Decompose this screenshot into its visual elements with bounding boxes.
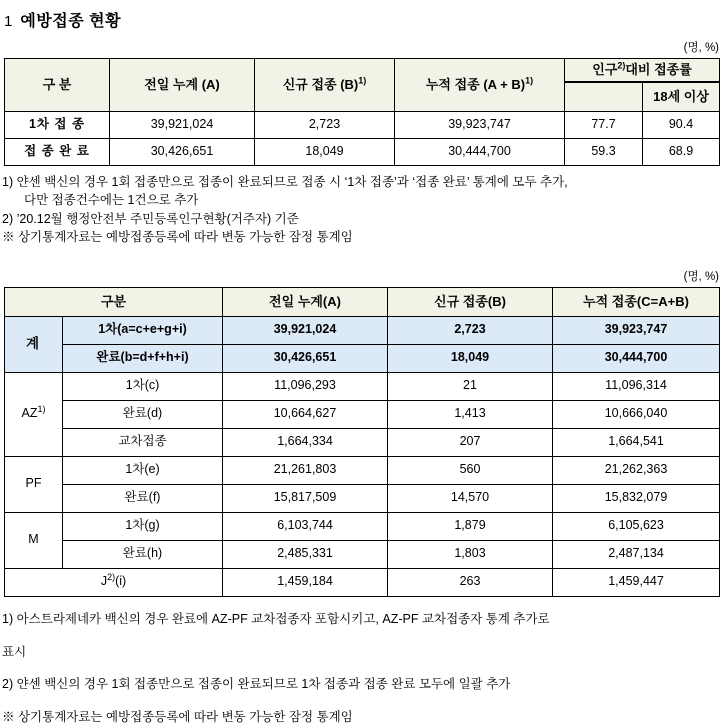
- cell-new-doses: 207: [388, 428, 553, 456]
- note-line: 2) 얀센 백신의 경우 1회 접종만으로 접종이 완료되므로 1차 접종과 접종 완료 모두에 일괄 추가: [2, 677, 511, 692]
- group-label-j-text: J: [100, 574, 108, 589]
- header-rate-adult: 18세 이상: [643, 83, 720, 112]
- cell-prev-cumulative: 2,485,331: [223, 540, 388, 568]
- table-row: [5, 316, 720, 344]
- cell-cumulative: 6,105,623: [553, 512, 720, 540]
- cell-rate-adult: 90.4: [643, 112, 720, 139]
- row-label: 완료(h): [63, 540, 223, 568]
- row-label: 완료(d): [63, 400, 223, 428]
- cell-prev-cumulative: 11,096,293: [223, 372, 388, 400]
- header-rate-pop-label: 인구: [592, 62, 618, 77]
- group-label-j: [5, 568, 223, 596]
- header-new-doses: [255, 59, 395, 112]
- cell-new-doses: 1,803: [388, 540, 553, 568]
- note-line: 표시: [2, 644, 27, 659]
- note-line: 1) 얀센 백신의 경우 1회 접종만으로 접종이 완료되므로 접종 시 ‘1차 접종’과 ‘접종 완료’ 통계에 모두 추가,: [2, 175, 568, 190]
- header-cumulative-label: 누적 접종 (A + B): [425, 77, 526, 92]
- table-header-row: [5, 59, 720, 83]
- cell-cumulative: 10,666,040: [553, 400, 720, 428]
- group-label-az: [5, 372, 63, 456]
- vaccine-type-breakdown-table: [4, 287, 720, 597]
- table-header-row: [5, 287, 720, 316]
- unit-label-1: (명, %): [683, 42, 719, 54]
- header-category: 구 분: [5, 59, 110, 112]
- row-label: 완료(b=d+f+h+i): [63, 344, 223, 372]
- cell-cumulative: 39,923,747: [553, 316, 720, 344]
- row-label: 1차(a=c+e+g+i): [63, 316, 223, 344]
- table-row: [5, 400, 720, 428]
- cell-new-doses: 1,879: [388, 512, 553, 540]
- table-row: [5, 344, 720, 372]
- group-label-az-text: AZ: [21, 406, 38, 421]
- group-label-j-tail: (i): [115, 574, 127, 589]
- cell-new-doses: 14,570: [388, 484, 553, 512]
- cell-cumulative: 30,444,700: [553, 344, 720, 372]
- cell-prev-cumulative: 10,664,627: [223, 400, 388, 428]
- cell-new-doses: 21: [388, 372, 553, 400]
- cell-prev-cumulative: 15,817,509: [223, 484, 388, 512]
- table-row: [5, 568, 720, 596]
- cell-cumulative: 39,923,747: [395, 112, 565, 139]
- table-row: [5, 112, 720, 139]
- row-label: 1차(c): [63, 372, 223, 400]
- group-label-az-footnote: 1): [37, 404, 46, 415]
- table-row: [5, 540, 720, 568]
- table-row: [5, 512, 720, 540]
- header-rate-group: [565, 59, 720, 83]
- table-row: [5, 372, 720, 400]
- cell-new-doses: 18,049: [388, 344, 553, 372]
- row-label: 1차(e): [63, 456, 223, 484]
- row-label: 완료(f): [63, 484, 223, 512]
- table-row: [5, 428, 720, 456]
- header-rate-pop-blank: [565, 83, 643, 112]
- page-title: [0, 0, 725, 35]
- table-row: [5, 484, 720, 512]
- table-row: [5, 139, 720, 166]
- notes-section-2: [2, 609, 723, 727]
- header-prev-cumulative: 전일 누계 (A): [110, 59, 255, 112]
- cell-prev-cumulative: 1,459,184: [223, 568, 388, 596]
- cell-prev-cumulative: 30,426,651: [110, 139, 255, 166]
- cell-prev-cumulative: 1,664,334: [223, 428, 388, 456]
- cell-cumulative: 11,096,314: [553, 372, 720, 400]
- cell-rate-pop: 77.7: [565, 112, 643, 139]
- cell-new-doses: 2,723: [388, 316, 553, 344]
- cell-new-doses: 560: [388, 456, 553, 484]
- cell-cumulative: 2,487,134: [553, 540, 720, 568]
- cell-prev-cumulative: 30,426,651: [223, 344, 388, 372]
- cell-cumulative: 30,444,700: [395, 139, 565, 166]
- header-new-doses-footnote: 1): [358, 75, 367, 86]
- cell-cumulative: 1,459,447: [553, 568, 720, 596]
- cell-new-doses: 18,049: [255, 139, 395, 166]
- header-rate-tail: 대비 접종률: [625, 62, 692, 77]
- unit-label-2: (명, %): [683, 270, 719, 283]
- header-rate-footnote: 2): [617, 60, 626, 71]
- row-label-completed: 접 종 완 료: [5, 139, 110, 166]
- cell-rate-pop: 59.3: [565, 139, 643, 166]
- header-new-doses-label: 신규 접종 (B): [282, 77, 359, 92]
- note-line: ※ 상기통계자료는 예방접종등록에 따라 변동 가능한 잠정 통계임: [2, 229, 353, 244]
- note-line: 1) 아스트라제네카 백신의 경우 완료에 AZ-PF 교차접종자 포함시키고, AZ-PF 교차접종자 통계 추가로: [2, 612, 550, 627]
- row-label: 교차접종: [63, 428, 223, 456]
- header-rate-top: [565, 59, 719, 82]
- cell-cumulative: 1,664,541: [553, 428, 720, 456]
- cell-prev-cumulative: 39,921,024: [110, 112, 255, 139]
- header-new-doses: 신규 접종(B): [388, 287, 553, 316]
- group-label-m: M: [5, 512, 63, 568]
- note-line: 다만 접종건수에는 1건으로 추가: [24, 193, 199, 208]
- cell-cumulative: 15,832,079: [553, 484, 720, 512]
- header-cumulative: [395, 59, 565, 112]
- notes-section-1: [2, 173, 723, 246]
- header-category: 구분: [5, 287, 223, 316]
- note-line: 2) ’20.12월 행정안전부 주민등록인구현황(거주자) 기준: [2, 211, 299, 226]
- group-label-j-footnote: 2): [107, 572, 116, 583]
- note-line: ※ 상기통계자료는 예방접종등록에 따라 변동 가능한 잠정 통계임: [2, 709, 353, 724]
- row-label-first-dose: 1차 접 종: [5, 112, 110, 139]
- group-label-pf: PF: [5, 456, 63, 512]
- cell-rate-adult: 68.9: [643, 139, 720, 166]
- group-label-total: 계: [5, 316, 63, 372]
- vaccination-summary-table: [4, 58, 720, 166]
- table-row: [5, 456, 720, 484]
- row-label: 1차(g): [63, 512, 223, 540]
- cell-cumulative: 21,262,363: [553, 456, 720, 484]
- cell-prev-cumulative: 21,261,803: [223, 456, 388, 484]
- cell-new-doses: 263: [388, 568, 553, 596]
- title-text: 예방접종 현황: [20, 13, 122, 30]
- title-number: 1: [4, 13, 13, 30]
- cell-new-doses: 1,413: [388, 400, 553, 428]
- header-cumulative: 누적 접종(C=A+B): [553, 287, 720, 316]
- cell-prev-cumulative: 6,103,744: [223, 512, 388, 540]
- header-cumulative-footnote: 1): [525, 75, 534, 86]
- cell-new-doses: 2,723: [255, 112, 395, 139]
- header-prev-cumulative: 전일 누계(A): [223, 287, 388, 316]
- cell-prev-cumulative: 39,921,024: [223, 316, 388, 344]
